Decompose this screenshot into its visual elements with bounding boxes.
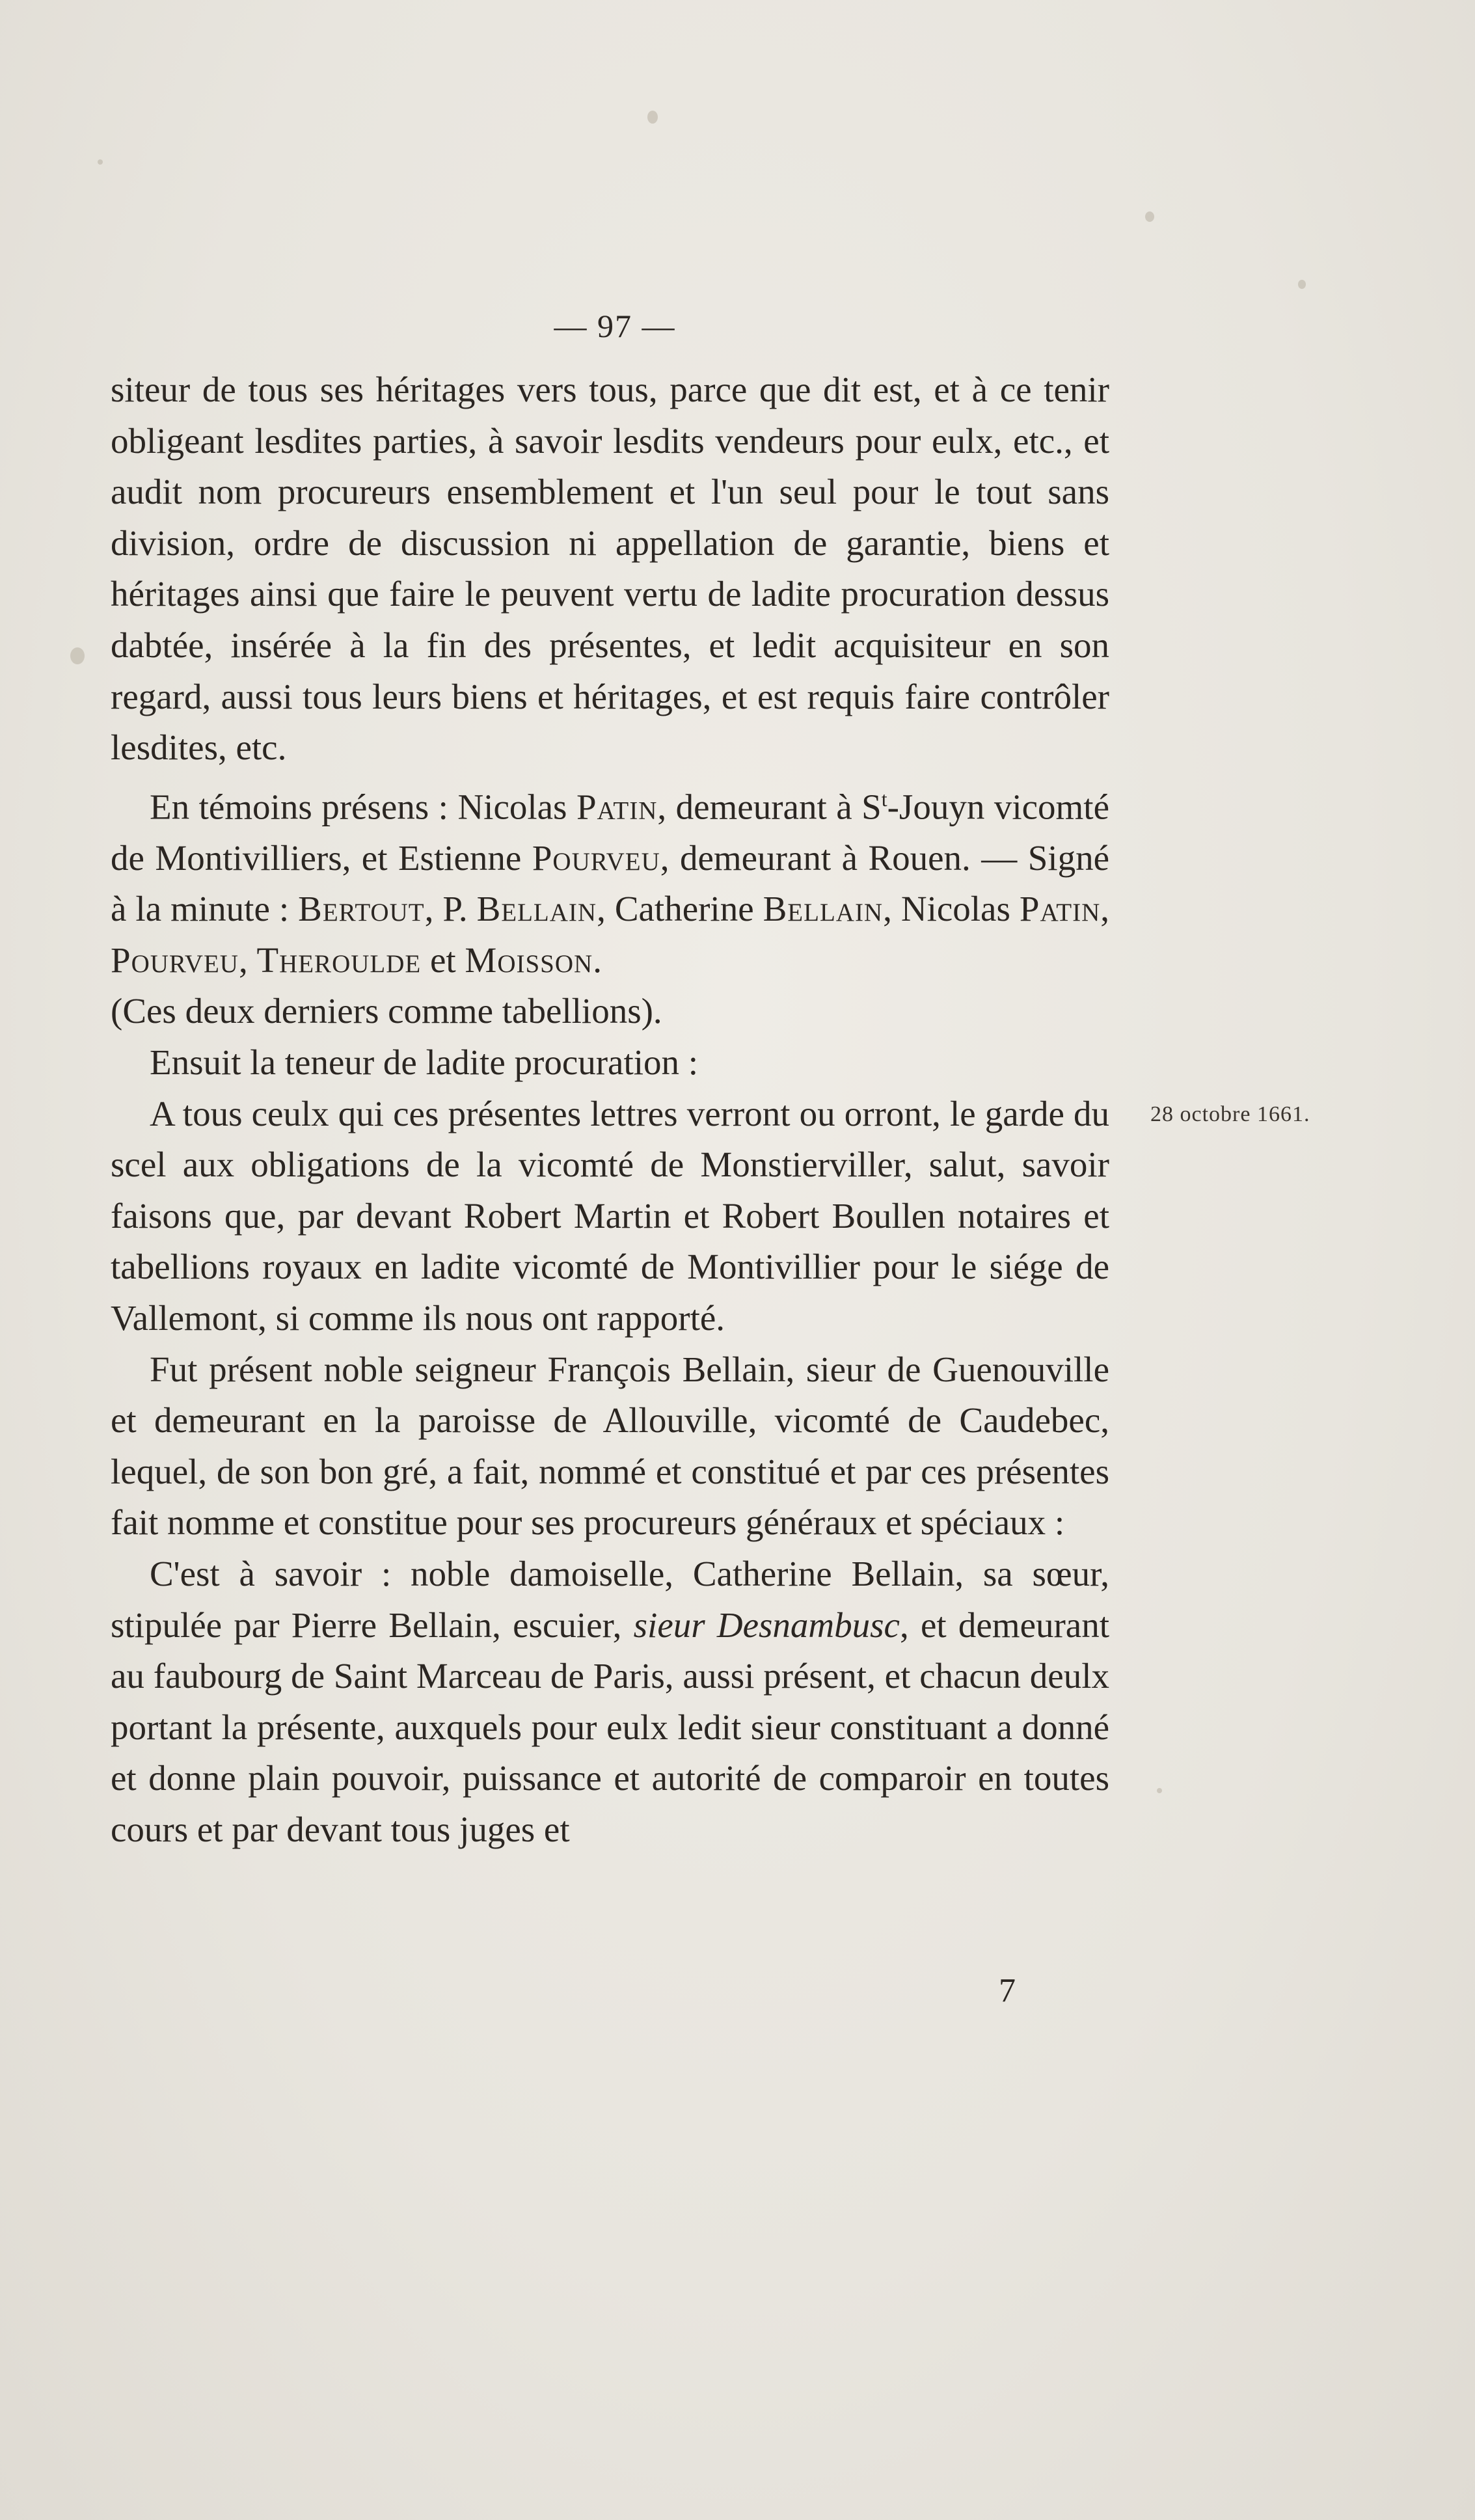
paragraph-4: [111, 1037, 1109, 1089]
text-run: En témoins présens : Nicolas: [150, 787, 576, 827]
surname: Moisson: [465, 940, 593, 980]
surname: Theroulde: [256, 940, 422, 980]
text-run: , P.: [424, 889, 477, 929]
paper-spot: [1298, 280, 1306, 289]
text-run: C'est à savoir : noble damoiselle, Catherine Bellain, sa sœur, stipulée par Pierre Bellain, escuier,: [111, 1553, 1109, 1645]
surname: Bellain: [763, 889, 884, 929]
paragraph-5: [111, 1089, 1109, 1344]
text-run: -Jouyn vicomté de Montivilliers, et Estienne: [111, 787, 1109, 878]
surname: Bertout: [298, 889, 425, 929]
italic-name: sieur Desnambusc: [633, 1605, 900, 1645]
surname: Patin: [1019, 889, 1101, 929]
text-run: ,: [1100, 889, 1110, 929]
text-run: A tous ceulx qui ces présentes lettres verront ou orront, le garde du scel aux obligations de la vicomté de Monstierviller, salut, savoir faisons que, par devant Robert Martin et Robert Boullen notaires et tabellions royaux en ladite vicomté de Montivillier pour le siége de Vallemont, si comme ils nous ont rapporté.: [111, 1093, 1109, 1338]
paper-spot: [70, 647, 85, 664]
superscript: t: [881, 787, 887, 811]
paragraph-2: [111, 774, 1109, 986]
text-run: Ensuit la teneur de ladite procuration :: [150, 1042, 699, 1083]
text-run: , et demeurant au faubourg de Saint Marceau de Paris, aussi présent, et chacun deulx portant la présente, auxquels pour eulx ledit sieur constituant a donné et donne plain pouvoir, puissance et autorité de comparoir en toutes cours et par devant tous juges et: [111, 1605, 1109, 1849]
paragraph-1: [111, 364, 1109, 774]
page-number: — 97 —: [554, 308, 676, 344]
paragraph-7: [111, 1549, 1109, 1856]
paper-spot: [98, 159, 103, 165]
text-run: , Nicolas: [883, 889, 1020, 929]
text-run: , demeurant à Rouen. — Signé à la minute :: [111, 837, 1109, 929]
text-run: Fut présent noble seigneur François Bellain, sieur de Guenouville et demeurant en la paroisse de Allouville, vicomté de Caudebec, lequel, de son bon gré, a fait, nommé et constitué et par ces présentes fait nomme et constitue pour ses procureurs généraux et spéciaux :: [111, 1349, 1109, 1543]
paragraph-3: [111, 986, 1109, 1037]
paper-spot: [1145, 211, 1154, 222]
signature-mark: 7: [999, 1972, 1016, 2009]
surname: Pourveu: [532, 837, 660, 878]
paper-spot: [1157, 1788, 1162, 1793]
paragraph-6: [111, 1344, 1109, 1549]
text-run: ,: [238, 940, 257, 980]
text-run: (Ces deux derniers comme tabellions).: [111, 991, 662, 1031]
text-run: et: [421, 940, 465, 980]
text-run: .: [593, 940, 602, 980]
text-run: , Catherine: [597, 889, 763, 929]
text-run: , demeurant à S: [657, 787, 882, 827]
surname: Bellain: [476, 889, 597, 929]
surname: Patin: [576, 787, 658, 827]
text-run: siteur de tous ses héritages vers tous, parce que dit est, et à ce tenir obligeant lesdites parties, à savoir lesdits vendeurs pour eulx, etc., et audit nom procureurs ensemblement et l'un seul pour le tout sans division, ordre de discussion ni appellation de garantie, biens et héritages ainsi que faire le peuvent vertu de ladite procuration dessus dabtée, insérée à la fin des présentes, et ledit acquisiteur en son regard, aussi tous leurs biens et héritages, et est requis faire contrôler lesdites, etc.: [111, 370, 1109, 768]
body-text: [111, 364, 1109, 1856]
surname: Pourveu: [111, 940, 239, 980]
margin-date-note: 28 octobre 1661.: [1150, 1102, 1310, 1126]
paper-spot: [647, 111, 658, 124]
